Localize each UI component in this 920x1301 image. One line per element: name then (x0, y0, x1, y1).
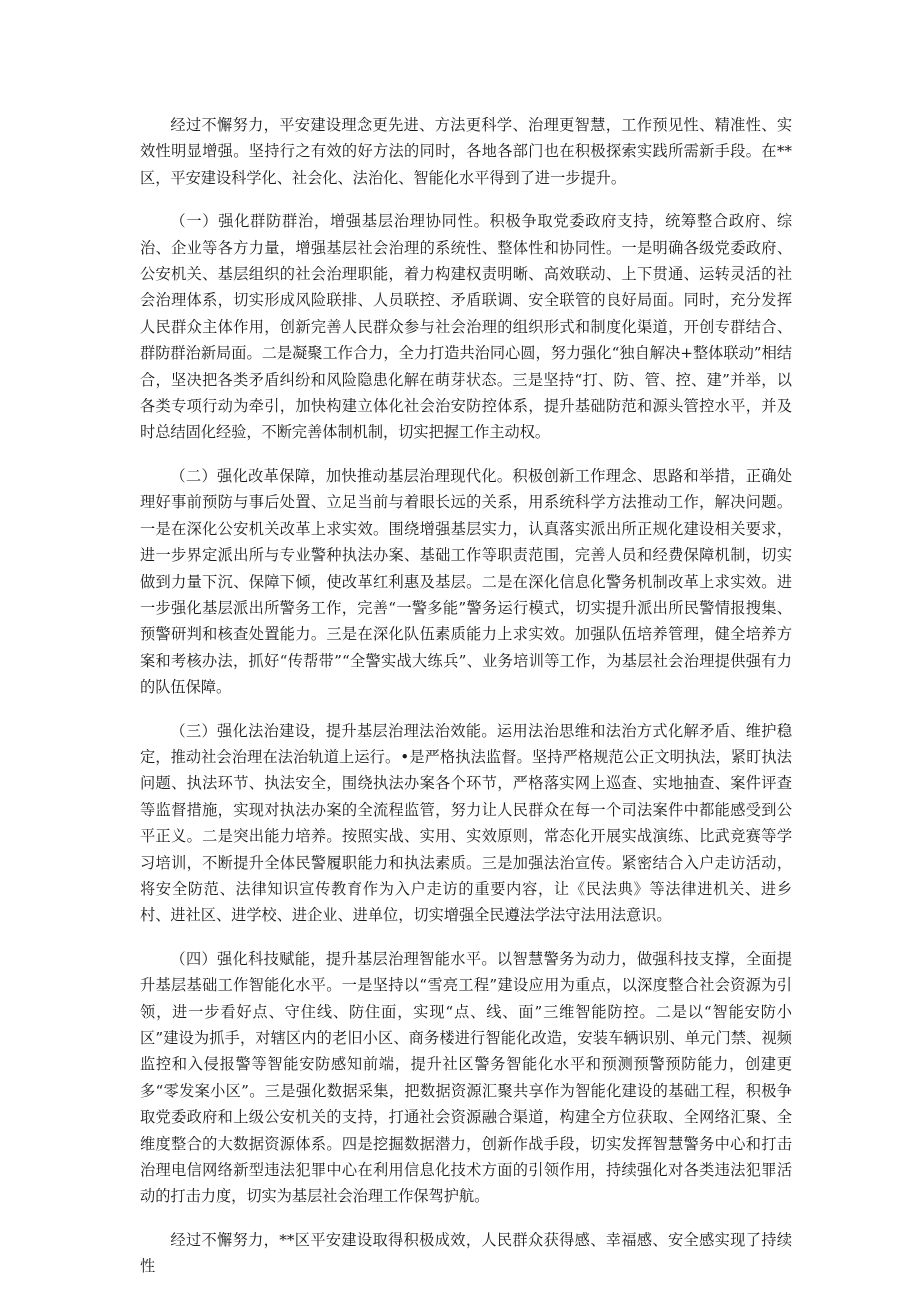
document-body (140, 112, 792, 1280)
section-2-paragraph: （二）强化改革保障，加快推动基层治理现代化。积极创新工作理念、思路和举措，正确处理好事前预防与事后处置、立足当前与着眼长远的关系，用系统科学方法推动工作，解决问题。一是在深化公安机关改革上求实效。围绕增强基层实力，认真落实派出所正规化建设相关要求，进一步界定派出所与专业警种执法办案、基础工作等职责范围，完善人员和经费保障机制，切实做到力量下沉、保障下倾，使改革红利惠及基层。二是在深化信息化警务机制改革上求实效。进一步强化基层派出所警务工作，完善“一警多能”警务运行模式，切实提升派出所民警情报搜集、预警研判和核查处置能力。三是在深化队伍素质能力上求实效。加强队伍培养管理，健全培养方案和考核办法，抓好“传帮带”“全警实战大练兵”、业务培训等工作，为基层社会治理提供强有力的队伍保障。 (140, 466, 792, 697)
section-3-paragraph: （三）强化法治建设，提升基层治理法治效能。运用法治思维和法治方式化解矛盾、维护稳定，推动社会治理在法治轨道上运行。•是严格执法监督。坚持严格规范公正文明执法，紧盯执法问题、执法环节、执法安全，围绕执法办案各个环节，严格落实网上巡查、实地抽查、案件评查等监督措施，实现对执法办案的全流程监管，努力让人民群众在每一个司法案件中都能感受到公平正义。二是突出能力培养。按照实战、实用、实效原则，常态化开展实战演练、比武竞赛等学习培训，不断提升全体民警履职能力和执法素质。三是加强法治宣传。紧密结合入户走访活动，将安全防范、法律知识宣传教育作为入户走访的重要内容，让《民法典》等法律进机关、进乡村、进社区、进学校、进企业、进单位，切实增强全民遵法学法守法用法意识。 (140, 721, 792, 925)
closing-paragraph: 经过不懈努力，**区平安建设取得积极成效，人民群众获得感、幸福感、安全感实现了持续性 (140, 1230, 792, 1276)
section-4-paragraph: （四）强化科技赋能，提升基层治理智能水平。以智慧警务为动力，做强科技支撑，全面提升基层基础工作智能化水平。一是坚持以“雪亮工程”建设应用为重点，以深度整合社会资源为引领，进一步看好点、守住线、防住面，实现“点、线、面”三维智能防控。二是以“智能安防小区”建设为抓手，对辖区内的老旧小区、商务楼进行智能化改造，安装车辆识别、单元门禁、视频监控和入侵报警等智能安防感知前端，提升社区警务智能化水平和预测预警预防能力，创建更多“零发案小区”。三是强化数据采集，把数据资源汇聚共享作为智能化建设的基础工程，积极争取党委政府和上级公安机关的支持，打通社会资源融合渠道，构建全方位获取、全网络汇聚、全维度整合的大数据资源体系。四是挖掘数据潜力，创新作战手段，切实发挥智慧警务中心和打击治理电信网络新型违法犯罪中心在利用信息化技术方面的引领作用，持续强化对各类违法犯罪活动的打击力度，切实为基层社会治理工作保驾护航。 (140, 949, 792, 1206)
section-1-paragraph: （一）强化群防群治，增强基层治理协同性。积极争取党委政府支持，统筹整合政府、综治、企业等各方力量，增强基层社会治理的系统性、整体性和协同性。一是明确各级党委政府、公安机关、基层组织的社会治理职能，着力构建权责明晰、高效联动、上下贯通、运转灵活的社会治理体系，切实形成风险联排、人员联控、矛盾联调、安全联管的良好局面。同时，充分发挥人民群众主体作用，创新完善人民群众参与社会治理的组织形式和制度化渠道，开创专群结合、群防群治新局面。二是凝聚工作合力，全力打造共治同心圆，努力强化“独自解决+整体联动”相结合，坚决把各类矛盾纠纷和风险隐患化解在萌芽状态。三是坚持“打、防、管、控、建”并举，以各类专项行动为牵引，加快构建立体化社会治安防控体系，提升基础防范和源头管控水平，并及时总结固化经验，不断完善体制机制，切实把握工作主动权。 (140, 212, 792, 442)
intro-paragraph: 经过不懈努力，平安建设理念更先进、方法更科学、治理更智慧，工作预见性、精准性、实效性明显增强。坚持行之有效的好方法的同时，各地各部门也在积极探索实践所需新手段。在**区，平安建设科学化、社会化、法治化、智能化水平得到了进一步提升。 (140, 116, 792, 187)
